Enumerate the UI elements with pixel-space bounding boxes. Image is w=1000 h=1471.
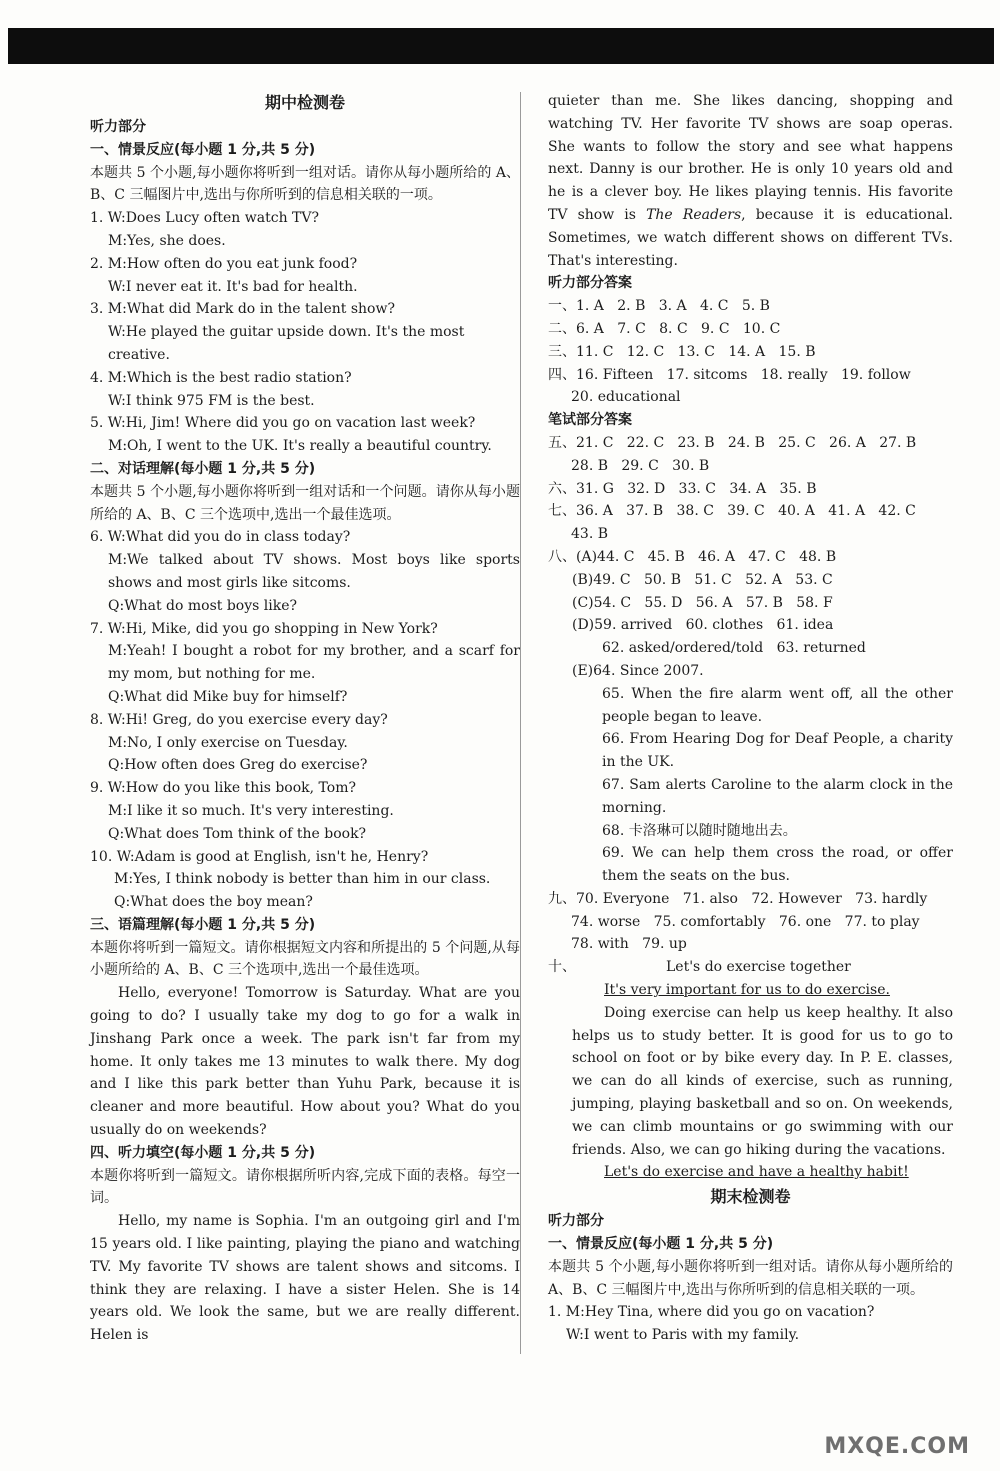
answer-line: 四、16. Fifteen 17. sitcoms 18. really 19. follow [548,366,911,383]
dialog-line: 8. W:Hi! Greg, do you exercise every day? [90,711,388,728]
dialog-line: M:Yes, I think nobody is better than him in our class. [114,871,491,888]
essay-last-sentence: Let's do exercise and have a healthy habit! [604,1164,909,1181]
dialog-line: Q:How often does Greg do exercise? [108,757,368,774]
final-exam-title: 期末检测卷 [710,1187,791,1207]
dialog-line: M:We talked about TV shows. Most boys like sports shows and most girls like sitcoms. [108,552,520,591]
right-column [548,90,953,1347]
answer-line: 78. with 79. up [571,936,687,953]
essay-first-sentence: It's very important for us to do exercise. [604,982,890,999]
section4-passage: Hello, my name is Sophia. I'm an outgoing girl and I'm 15 years old. I like painting, playing the piano and watching TV. My favorite TV shows are talent shows and sitcoms. I think they are relaxing. I have a sister Helen. She is 14 years old. We look the same, but we are really different. Helen is [90,1213,520,1344]
answer-line: 69. We can help them cross the road, or offer them the seats on the bus. [602,845,953,885]
section4-heading: 四、听力填空(每小题 1 分,共 5 分) [90,1144,316,1161]
column-divider [520,92,521,1354]
answer-line: 67. Sam alerts Caroline to the alarm clock in the morning. [602,776,953,816]
essay-header [548,956,953,979]
answer-line: (E)64. Since 2007. [572,662,704,679]
passage-part-a: quieter than me. She likes dancing, shopping and watching TV. Her favorite TV shows are soap operas. She wants to follow the story and see what happens next. Danny is our brother. He is only 10 years old and he is a clever boy. He likes playing tennis. His favorite TV show is [548,93,953,223]
answer-line: (D)59. arrived 60. clothes 61. idea [572,617,834,634]
passage-continuation [548,90,953,272]
answer-line: (C)54. C 55. D 56. A 57. B 58. F [572,594,833,611]
header-bar [8,28,994,64]
answer-line: 20. educational [571,389,681,406]
dialog-line: 5. W:Hi, Jim! Where did you go on vacation last week? [90,415,476,432]
dialog-line: 3. M:What did Mark do in the talent show? [90,301,395,318]
left-column [90,90,520,1347]
passage-part-b: , because it is educational. Sometimes, we watch different shows on different TVs. That's interesting. [548,206,954,269]
section1-heading: 一、情景反应(每小题 1 分,共 5 分) [90,141,316,158]
answer-line: 九、70. Everyone 71. also 72. However 73. hardly [548,890,928,907]
listening-answers-heading: 听力部分答案 [548,275,632,292]
dialog-line: W:I never eat it. It's bad for health. [108,278,358,295]
section2-desc: 本题共 5 个小题,每小题你将听到一组对话和一个问题。请你从每小题所给的 A、B、C 三个选项中,选出一个最佳选项。 [90,483,520,523]
dialog-line: 1. W:Does Lucy often watch TV? [90,210,319,227]
essay-body: Doing exercise can help us keep healthy. It also helps us to study better. It is good for us to go to school on foot or by bike every day. In P. E. classes, we can do all kinds of exercise, such as running, jumping, playing basketball and so on. On weekends, we can climb mountains or go swimming with our friends. Also, we can go hiking during the vacations. [572,1004,953,1158]
answer-line: 62. asked/ordered/told 63. returned [602,640,866,657]
dialog-line: M:Yeah! I bought a robot for my brother, and a scarf for my mom, but nothing for me. [108,643,520,683]
watermark-text: MXQE.COM [824,1434,970,1459]
final-section1-desc: 本题共 5 个小题,每小题你将听到一组对话。请你从每小题所给的 A、B、C 三幅图片中,选出与你所听到的信息相关联的一项。 [548,1258,953,1298]
answer-line: 43. B [571,526,609,543]
dialog-line: 2. M:How often do you eat junk food? [90,255,358,272]
answer-line: 一、1. A 2. B 3. A 4. C 5. B [548,298,770,315]
answer-line: 68. 卡洛琳可以随时随地出去。 [602,822,797,839]
final-listening-heading: 听力部分 [548,1213,604,1230]
dialog-line: 9. W:How do you like this book, Tom? [90,780,357,797]
section2-heading: 二、对话理解(每小题 1 分,共 5 分) [90,460,316,477]
answer-line: 六、31. G 32. D 33. C 34. A 35. B [548,480,817,497]
dialog-line: Q:What does the boy mean? [114,894,313,911]
answer-line: (B)49. C 50. B 51. C 52. A 53. C [572,571,833,588]
dialog-line: 7. W:Hi, Mike, did you go shopping in New York? [90,620,438,637]
answer-line: 五、21. C 22. C 23. B 24. B 25. C 26. A 27. B [548,434,917,451]
dialog-line: Q:What does Tom think of the book? [108,825,367,842]
dialog-line: W:He played the guitar upside down. It's the most creative. [108,324,465,363]
answer-line: 65. When the fire alarm went off, all the other people began to leave. [602,685,953,725]
section3-heading: 三、语篇理解(每小题 1 分,共 5 分) [90,916,316,933]
answer-line: 八、(A)44. C 45. B 46. A 47. C 48. B [548,548,837,565]
final-section1-heading: 一、情景反应(每小题 1 分,共 5 分) [548,1236,774,1253]
dialog-line: Q:What do most boys like? [108,597,297,614]
dialog-line: M:Yes, she does. [108,232,226,249]
show-title: The Readers [646,206,742,223]
answer-line: 二、6. A 7. C 8. C 9. C 10. C [548,320,781,337]
dialog-line: 6. W:What did you do in class today? [90,529,351,546]
answer-line: 74. worse 75. comfortably 76. one 77. to play [571,913,920,930]
dialog-line: W:I think 975 FM is the best. [108,392,315,409]
written-answers-heading: 笔试部分答案 [548,412,632,429]
section3-desc: 本题你将听到一篇短文。请你根据短文内容和所提出的 5 个问题,从每小题所给的 A、B、C 三个选项中,选出一个最佳选项。 [90,939,520,979]
dialog-line: M:Oh, I went to the UK. It's really a beautiful country. [108,438,492,455]
essay-number: 十、 [548,959,576,976]
dialog-line: 4. M:Which is the best radio station? [90,369,352,386]
dialog-line: Q:What did Mike buy for himself? [108,688,348,705]
dialog-line: W:I went to Paris with my family. [566,1327,800,1344]
section1-desc: 本题共 5 个小题,每小题你将听到一组对话。请你从每小题所给的 A、B、C 三幅图片中,选出与你所听到的信息相关联的一项。 [90,164,520,204]
dialog-line: 1. M:Hey Tina, where did you go on vacation? [548,1304,875,1321]
answer-line: 66. From Hearing Dog for Deaf People, a charity in the UK. [602,731,953,771]
answer-line: 七、36. A 37. B 38. C 39. C 40. A 41. A 42. C [548,503,916,520]
section3-passage: Hello, everyone! Tomorrow is Saturday. What are you going to do? I usually take my dog to go for a walk in Jinshang Park once a week. The park isn't far from my home. It only takes me 13 minutes to walk there. My dog and I like this park better than Yuhu Park, because it is cleaner and more beautiful. How about you? What do you usually do on weekends? [90,985,520,1139]
dialog-line: 10. W:Adam is good at English, isn't he, Henry? [90,848,429,865]
essay-title: Let's do exercise together [666,959,851,976]
answer-line: 28. B 29. C 30. B [571,457,710,474]
listening-heading: 听力部分 [90,119,146,135]
page-title: 期中检测卷 [264,93,345,112]
answer-line: 三、11. C 12. C 13. C 14. A 15. B [548,343,816,360]
dialog-line: M:No, I only exercise on Tuesday. [108,734,348,751]
dialog-line: M:I like it so much. It's very interesting. [108,802,394,819]
section4-desc: 本题你将听到一篇短文。请你根据所听内容,完成下面的表格。每空一词。 [90,1167,520,1207]
